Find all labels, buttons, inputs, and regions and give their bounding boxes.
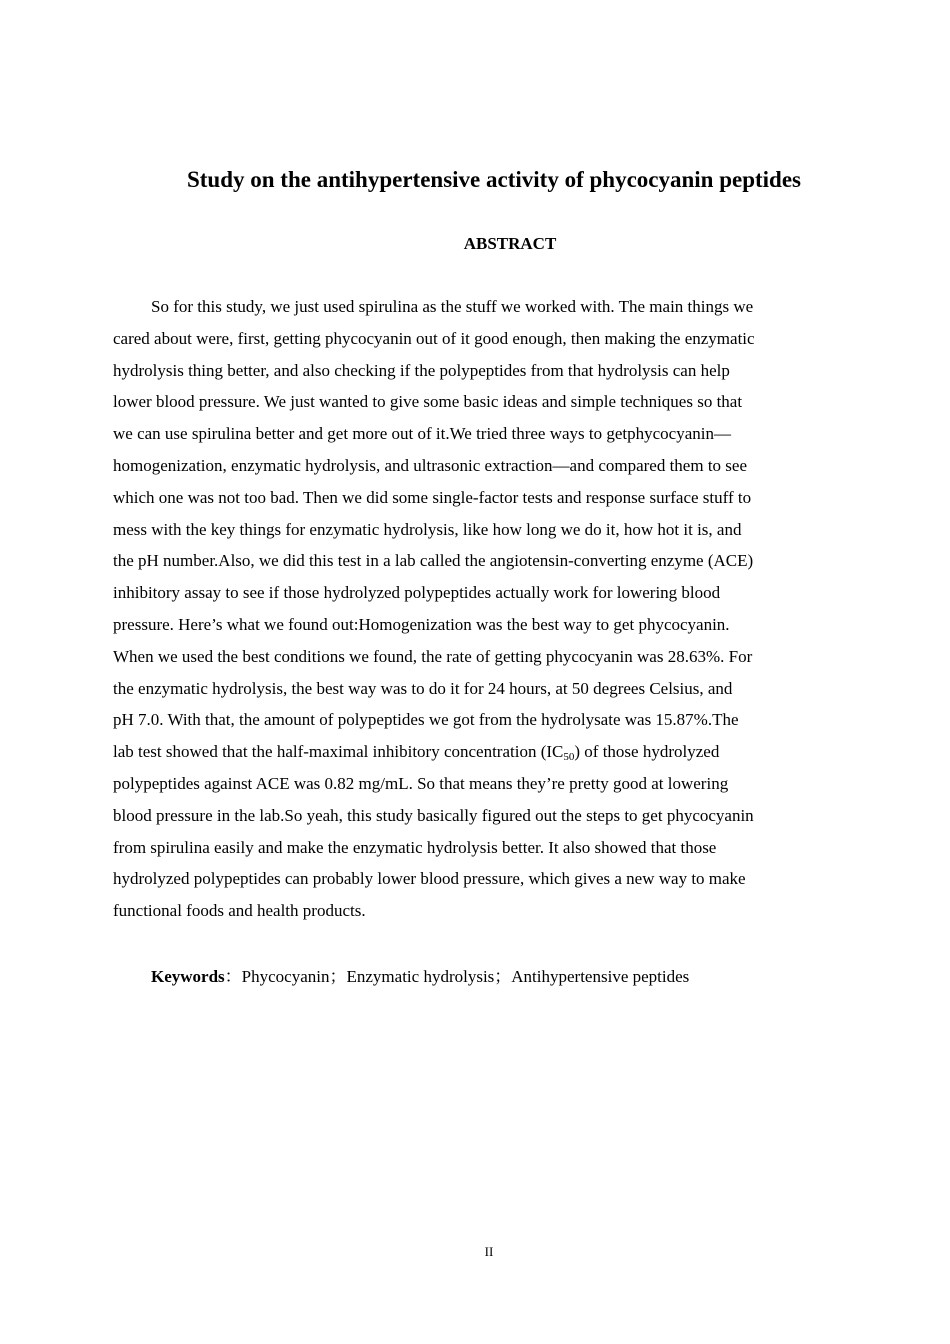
abstract-line: When we used the best conditions we found, the rate of getting phycocyanin was 28.63%. For — [113, 646, 753, 666]
abstract-line: mess with the key things for enzymatic hydrolysis, like how long we do it, how hot it is, and — [113, 519, 742, 539]
keyword-item: Antihypertensive peptides — [511, 967, 690, 986]
abstract-line: inhibitory assay to see if those hydrolyzed polypeptides actually work for lowering blood — [113, 583, 721, 603]
abstract-line: pressure. Here’s what we found out:Homogenization was the best way to get phycocyanin. — [113, 614, 730, 634]
abstract-line: lower blood pressure. We just wanted to give some basic ideas and simple techniques so that — [113, 392, 743, 412]
abstract-heading: ABSTRACT — [463, 234, 557, 253]
keyword-item: Phycocyanin — [241, 967, 330, 986]
document-title: Study on the antihypertensive activity of phycocyanin peptides — [186, 167, 801, 192]
page-number: II — [484, 1244, 494, 1259]
abstract-line: hydrolysis thing better, and also checking if the polypeptides from that hydrolysis can help — [113, 360, 730, 380]
abstract-line: hydrolyzed polypeptides can probably lower blood pressure, which gives a new way to make — [113, 869, 746, 889]
abstract-line: So for this study, we just used spirulina as the stuff we worked with. The main things we — [151, 297, 754, 316]
abstract-line: homogenization, enzymatic hydrolysis, and ultrasonic extraction—and compared them to see — [113, 455, 748, 475]
ic50-text-before: lab test showed that the half-maximal inhibitory concentration (IC — [113, 742, 564, 762]
keywords — [151, 966, 689, 988]
ic50-subscript: 50 — [563, 751, 575, 764]
keyword-item: Enzymatic hydrolysis — [346, 967, 495, 986]
abstract-line: functional foods and health products. — [113, 901, 366, 921]
abstract-line: the pH number.Also, we did this test in a lab called the angiotensin-converting enzyme (ACE) — [113, 551, 754, 571]
ic50-text-after: ) of those hydrolyzed — [574, 742, 720, 762]
abstract-line: from spirulina easily and make the enzymatic hydrolysis better. It also showed that those — [113, 837, 717, 857]
keyword-separator: ； — [494, 967, 512, 986]
keywords-separator: ： — [224, 967, 242, 986]
abstract-line: polypeptides against ACE was 0.82 mg/mL. So that means they’re pretty good at lowering — [113, 773, 729, 793]
abstract-line: which one was not too bad. Then we did some single-factor tests and response surface stuff to — [113, 487, 752, 507]
abstract-line: blood pressure in the lab.So yeah, this study basically figured out the steps to get phycocyanin — [113, 805, 754, 825]
keyword-separator: ； — [329, 967, 347, 986]
abstract-line-ic50 — [113, 736, 837, 768]
abstract-line: the enzymatic hydrolysis, the best way was to do it for 24 hours, at 50 degrees Celsius, and — [113, 678, 733, 698]
abstract-body — [113, 291, 837, 927]
abstract-line: pH 7.0. With that, the amount of polypeptides we got from the hydrolysate was 15.87%.The — [113, 710, 739, 730]
keywords-label: Keywords — [151, 967, 225, 986]
abstract-line: cared about were, first, getting phycocyanin out of it good enough, then making the enzymatic — [113, 328, 755, 348]
abstract-line: we can use spirulina better and get more out of it.We tried three ways to getphycocyanin— — [113, 424, 731, 444]
